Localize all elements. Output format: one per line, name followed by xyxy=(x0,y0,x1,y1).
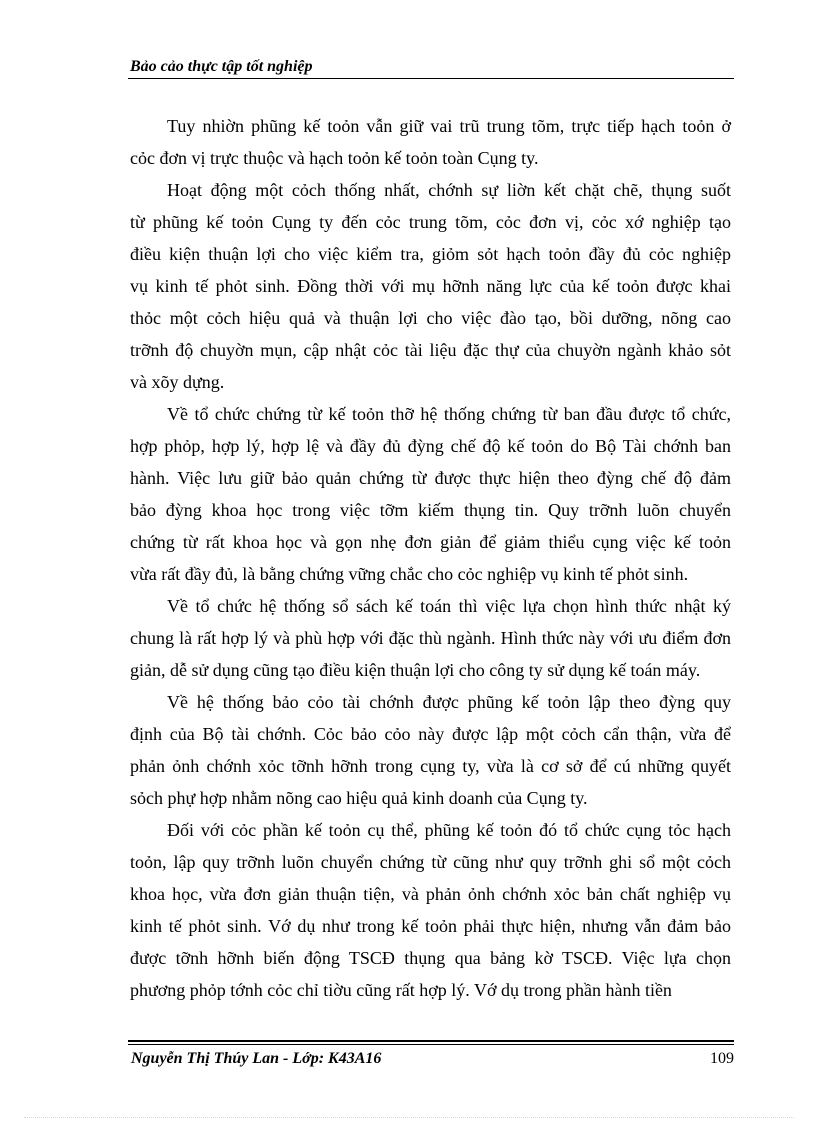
text-line: phản ỏnh chớnh xỏc tỡnh hỡnh trong cụng ty, vừa là cơ sở để cú những quyết xyxy=(130,756,731,776)
page-bottom-edge xyxy=(24,1117,794,1118)
text-line: phương phỏp tớnh cỏc chỉ tiờu cũng rất hợp lý. Vớ dụ trong phần hành tiền xyxy=(130,980,672,1000)
footer-divider-thick xyxy=(128,1040,734,1042)
footer-divider-thin xyxy=(128,1044,734,1045)
paragraph-3 xyxy=(130,398,731,590)
text-line: sỏch phự hợp nhằm nõng cao hiệu quả kinh doanh của Cụng ty. xyxy=(130,788,588,808)
text-line: toỏn, lập quy trỡnh luõn chuyển chứng từ cũng như quy trỡnh ghi sổ một cỏch xyxy=(130,852,731,872)
paragraph-1 xyxy=(130,110,731,174)
text-line: Hoạt động một cỏch thống nhất, chớnh sự liờn kết chặt chẽ, thụng suốt xyxy=(167,180,731,200)
header-divider xyxy=(128,78,734,79)
text-line: vừa rất đầy đủ, là bằng chứng vững chắc cho cỏc nghiệp vụ kinh tế phỏt sinh. xyxy=(130,564,689,584)
text-line: điều kiện thuận lợi cho việc kiểm tra, giỏm sỏt hạch toỏn đầy đủ cỏc nghiệp xyxy=(130,244,731,264)
paragraph-5 xyxy=(130,686,731,814)
text-line: thỏc một cỏch hiệu quả và thuận lợi cho việc đào tạo, bồi dưỡng, nõng cao xyxy=(130,308,731,328)
paragraph-6 xyxy=(130,814,731,1006)
page-number: 109 xyxy=(710,1050,734,1067)
text-line: Về tổ chức chứng từ kế toỏn thỡ hệ thống chứng từ ban đầu được tổ chức, xyxy=(167,404,731,424)
text-line: Về hệ thống bảo cỏo tài chớnh được phũng kế toỏn lập theo đỳng quy xyxy=(167,692,731,712)
text-line: chung là rất hợp lý và phù hợp với đặc thù ngành. Hình thức này với ưu điểm đơn xyxy=(130,628,731,648)
text-line: kinh tế phỏt sinh. Vớ dụ như trong kế toỏn phải thực hiện, nhưng vẫn đảm bảo xyxy=(130,916,731,936)
text-line: định của Bộ tài chớnh. Cỏc bảo cỏo này được lập một cỏch cẩn thận, vừa để xyxy=(130,724,731,744)
text-line: Về tổ chức hệ thống sổ sách kế toán thì việc lựa chọn hình thức nhật ký xyxy=(167,596,731,616)
text-line: trỡnh độ chuyờn mụn, cập nhật cỏc tài liệu đặc thự của chuyờn ngành khảo sỏt xyxy=(130,340,731,360)
text-line: hành. Việc lưu giữ bảo quản chứng từ được thực hiện theo đỳng chế độ đảm xyxy=(130,468,731,488)
text-line: được tỡnh hỡnh biến động TSCĐ thụng qua bảng kờ TSCĐ. Việc lựa chọn xyxy=(130,948,731,968)
paragraph-2 xyxy=(130,174,731,398)
text-line: và xõy dựng. xyxy=(130,372,225,392)
text-line: giản, dễ sử dụng cũng tạo điều kiện thuận lợi cho công ty sử dụng kế toán máy. xyxy=(130,660,701,680)
footer-author: Nguyễn Thị Thúy Lan - Lớp: K43A16 xyxy=(131,1050,382,1067)
text-line: hợp phỏp, hợp lý, hợp lệ và đầy đủ đỳng chế độ kế toỏn do Bộ Tài chớnh ban xyxy=(130,436,731,456)
text-line: bảo đỳng khoa học trong việc tỡm kiếm thụng tin. Quy trỡnh luõn chuyển xyxy=(130,500,731,520)
text-line: khoa học, vừa đơn giản thuận tiện, và phản ỏnh chớnh xỏc bản chất nghiệp vụ xyxy=(130,884,731,904)
text-line: vụ kinh tế phỏt sinh. Đồng thời với mụ hỡnh năng lực của kế toỏn được khai xyxy=(130,276,731,296)
document-body xyxy=(130,110,731,1006)
text-line: Đối với cỏc phần kế toỏn cụ thể, phũng kế toỏn đó tổ chức cụng tỏc hạch xyxy=(167,820,731,840)
text-line: cỏc đơn vị trực thuộc và hạch toỏn kế toỏn toàn Cụng ty. xyxy=(130,148,539,168)
text-line: Tuy nhiờn phũng kế toỏn vẫn giữ vai trũ trung tõm, trực tiếp hạch toỏn ở xyxy=(167,116,731,136)
text-line: chứng từ rất khoa học và gọn nhẹ đơn giản để giảm thiểu cụng việc kế toỏn xyxy=(130,532,731,552)
paragraph-4 xyxy=(130,590,731,686)
page-header-title: Bảo cảo thực tập tốt nghiệp xyxy=(130,58,313,75)
text-line: từ phũng kế toỏn Cụng ty đến cỏc trung tõm, cỏc đơn vị, cỏc xớ nghiệp tạo xyxy=(130,212,731,232)
